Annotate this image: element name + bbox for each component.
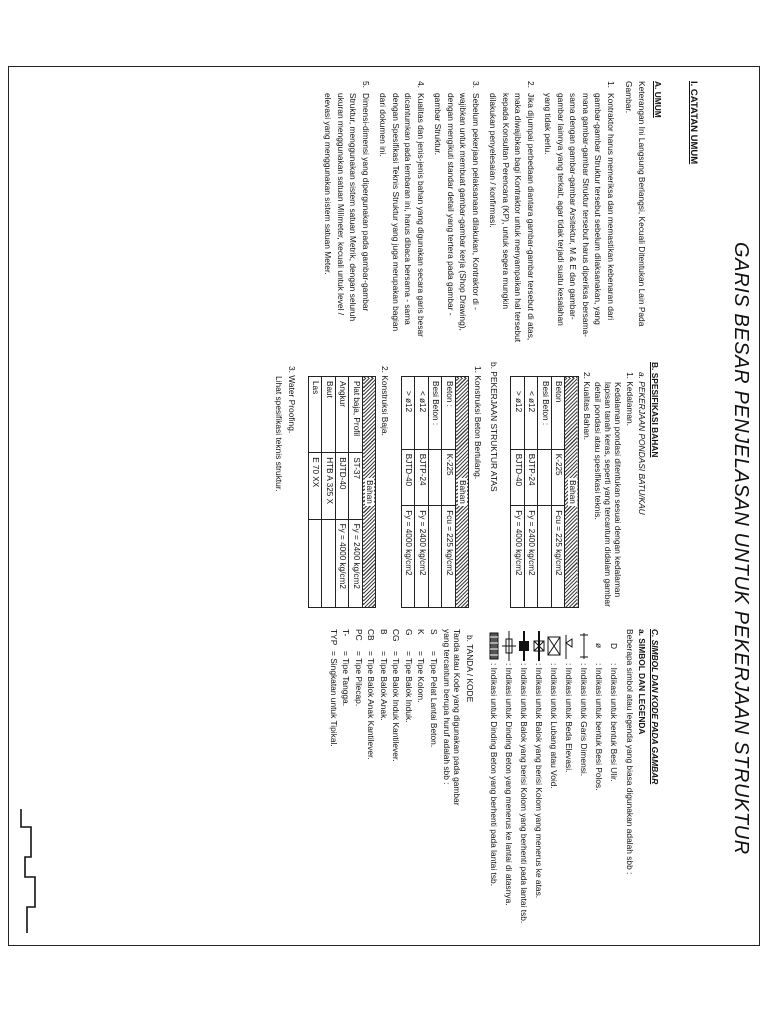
code-row: PC = Tipe Pilecap. [354,629,364,707]
wall-continue-icon [502,629,516,663]
legend-row: : Indikasi untuk Dinding Beton yang berhenti pada lantai tsb. [487,629,502,939]
legend-row: : Indikasi untuk Balok yang berisi Kolom yang berhenti pada lantai tsb. [517,629,532,939]
table-row: Besi Beton : [538,377,552,608]
legend-row: : Indikasi untuk Beda Elevasi. [562,629,577,939]
simbol-column [328,629,662,939]
table-row: Las E 70 XX [309,377,323,608]
baja-label: 2. Konstruksi Baja. [380,366,390,436]
beton-bertulang-label: 1. Konstruksi Beton Bertulang. [473,366,483,480]
kedalaman-text: Kedalaman pondasi ditentukan sesuai dengan kedalaman lapisan tanah keras, seperti yang tercantum didalam gambar detail pondasi atau spesifikasi teknis. [593,382,624,607]
pondasi-label: a. PEKERJAAN PONDASI BATU/KAU [637,372,648,515]
column-continue-icon [532,629,546,663]
elevation-mark-icon [562,629,576,663]
list-item: 1. Kontraktor harus memeriksa dan memastikan kebenaran dari gambar-gambar Struktur tersebut sebelum dilaksanakan, yang mana gambar-gambar Struktur tersebut harus diperiksa bersama-sama dengan gambar-gambar Arsitektur, M & E dan gambar-gambar lainnya yang terkait, agar tidak terjadi suatu kesalahan yang tidak perlu. [543,81,616,337]
legenda-intro: Beberapa simbol atau legenda yang biasa digunakan adalah sbb : [625,629,635,875]
section-heading: I. CATATAN UMUM [688,81,699,165]
umum-heading: A. UMUM [653,81,664,118]
spesifikasi-heading: B. SPESIFIKASI BAHAN [650,362,660,458]
legend-row: : Indikasi untuk Balok yang berisi Kolom yang menerus ke atas. [532,629,547,939]
water-proofing-label: 3. Water Proofing. [287,366,297,434]
kedalaman-label: 1. Kedalaman. [625,372,635,427]
legend-row: ø : Indikasi untuk bentuk Besi Polos. [592,629,607,939]
table-row: Baut HTB A 325 X [322,377,336,608]
table-beton: Bahan Beton : K-225 Fcu = 225 kg/cm2 Besi Beton : < ø12 BJTP-24 Fy = 2400 kg/cm2 > ø12 BJTD-40 Fy = 4000 kg/cm2 [401,376,470,608]
table-row: > ø12 BJTD-40 Fy = 4000 kg/cm2 [511,377,525,608]
list-item: 3. Sebelum pekerjaan pelaksanaan dilakukan, Kontraktor di - wajibkan untuk membuat gambar-gambar kerja (Shop Drawing), dengan mengikuti standar detail yang tertera pada gambar - gambar Struktur. [433,81,481,331]
tanda-kode-label: b. TANDA / KODE [465,635,476,703]
table-pondasi: Bahan Beton K-225 Fcu = 225 kg/cm2 Besi Beton : < ø12 BJTP-24 Fy = 2400 kg/cm2 > ø12 BJTD-40 Fy = 4000 kg/cm2 [511,376,580,608]
table-row: Angkur BJTD-40 Fy = 4000 kg/cm2 [336,377,350,608]
table-row: < ø12 BJTP-24 Fy = 2400 kg/cm2 [415,377,429,608]
rebar-plain-icon: ø [594,643,604,649]
dimension-line-icon [577,629,591,663]
simbol-heading: C. SIMBOL DAN KODE PADA GAMBAR [650,629,660,785]
rotated-sheet [9,67,761,947]
umum-intro: Keterangan Ini Langsung Berlangsi, Kecuali Ditentukan Lain Pada Gambar. [624,81,647,327]
code-row: B = Tipe Balok Anak. [379,629,389,721]
legend-row: : Indikasi untuk Dinding Beton yang menerus ke lantai di atasnya. [502,629,517,939]
list-item: 2. Jika dijumpai perbedaan diantara gambar-gambar tersebut di atas, maka diwajibkan bagi Kontraktor untuk menyampaikan hal tersebut kepada Konsultan Perencana (KP), untuk segera mungkin dilakukan penyelesaian / konfirmasi. [488,81,536,343]
legend-row: : Indikasi untuk Lubang atau Void. [547,629,562,939]
table-row: Beton : K-225 Fcu = 225 kg/cm2 [442,377,456,608]
kualitas-label: 2. Kualitas Bahan. [582,372,593,440]
umum-list [322,81,617,343]
code-row: G = Tipe Balok Induk. [404,629,414,723]
table-row: Besi Beton : [429,377,443,608]
code-row: K = Tipe Kolom. [416,629,427,703]
signature-stroke-icon [17,807,41,937]
drawing-frame [8,66,760,946]
list-item: 5. Dimensi-dimensi yang dipergunakan pada gambar-gambar Struktur, menggunakan sistem satuan Metrik, dengan seluruh ukuran menggunakan satuan Milimeter, kecuali untuk level / elevasi yang menggunakan sistem satuan Meter. [323,81,371,322]
code-row: CG = Tipe Balok Induk Kantilever. [391,629,402,762]
column-stop-icon [517,629,531,663]
struktur-atas-label: b. PEKERJAAN STRUKTUR ATAS [489,362,500,492]
list-item: 4. Kualitas dan jenis-jenis bahan yang digunakan secara garis besar dicantumkan pada lembaran ini, harus dibaca bersama - sama dengan Spesifikasi Teknis Struktur yang juga merupakan bagian dari dokumen ini. [378,81,426,337]
wall-stop-icon [487,629,501,663]
code-row: S = Tipe Pelat Lantai Beton. [429,629,439,748]
pondasi-block [511,362,649,612]
tanda-kode-intro: Tanda atau Kode yang digunakan pada gambar yang tercantum berupa huruf adalah sbb : [442,629,462,806]
void-icon [547,629,561,663]
legend-row: D : Indikasi untuk bentuk Besi Ulir. [607,629,622,939]
legenda-label: a. SIMBOL DAN LEGENDA [637,629,648,735]
sheet-title: GARIS BESAR PENJELASAN UNTUK PEKERJAAN STRUKTUR [730,242,752,855]
table-row: Plat baja, Profil ST-37 Fy = 2400 kg/cm2 [349,377,363,608]
code-row: CB = Tipe Balok Anak Kantilever. [366,629,377,760]
table-baja: Bahan Plat baja, Profil ST-37 Fy = 2400 kg/cm2 Angkur BJTD-40 Fy = 4000 kg/cm2 Baut HTB A 325 X Las E 70 XX [308,376,377,608]
catatan-umum-column [317,81,699,343]
legend-row: : Indikasi untuk Garis Dimensi. [577,629,592,939]
table-row: < ø12 BJTP-24 Fy = 2400 kg/cm2 [525,377,539,608]
code-row: T- = Tipe Tangga. [341,629,352,707]
rebar-deformed-icon: D [609,643,619,650]
water-proofing-text: Lihat spesifikasi teknis struktur. [274,376,285,492]
table-row: Beton K-225 Fcu = 225 kg/cm2 [552,377,566,608]
code-row: TYP = Singkatan untuk Tipikal. [329,629,339,747]
spesifikasi-column [273,362,661,612]
table-row: > ø12 BJTD-40 Fy = 4000 kg/cm2 [402,377,416,608]
